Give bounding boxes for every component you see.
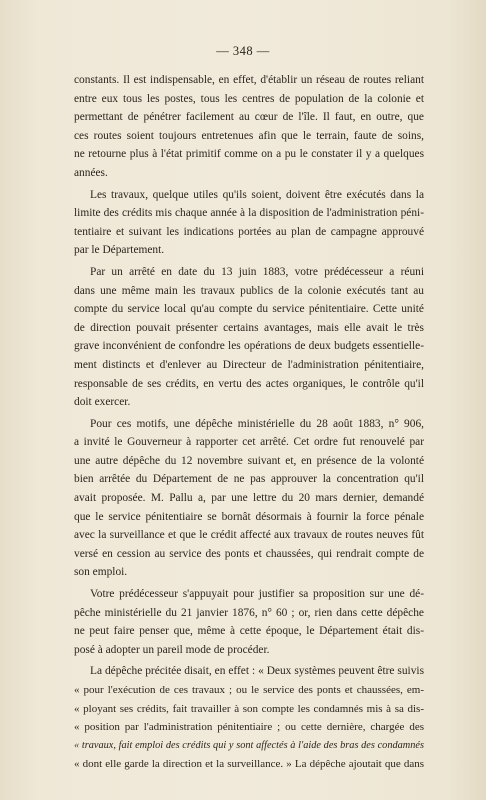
quote-line: « travaux, fait emploi des crédits qui y sont affectés à l'aide des bras des condamnés xyxy=(74,739,424,751)
text-line: Par un arrêté en date du 13 juin 1883, votre prédécesseur a réuni xyxy=(90,265,424,278)
text-line: son emploi. xyxy=(74,566,128,579)
text-line: responsable de ses crédits, en vertu des actes organiques, le contrôle qu'il xyxy=(74,377,424,390)
text-line: de direction pouvait présenter certains avantages, mais elle avait le très xyxy=(74,321,424,334)
text-line: limite des crédits mis chaque année à la disposition de l'administration péni- xyxy=(74,207,424,220)
text-line: posé à adopter un pareil mode de procéder. xyxy=(74,643,270,656)
text-line: pêche ministérielle du 21 janvier 1876, n° 60 ; or, rien dans cette dépêche xyxy=(74,606,424,619)
text-line: entre eux tous les postes, tous les centres de population de la colonie et xyxy=(74,92,424,105)
text-line: compte du service local qu'au compte du service pénitentiaire. Cette unité xyxy=(74,303,424,316)
text-line: permettant de pénétrer facilement au cœur de l'île. Il faut, en outre, que xyxy=(74,111,424,124)
text-line: dans une même main les travaux publics de la colonie exécutés tant au xyxy=(74,284,424,297)
body-text xyxy=(74,71,424,777)
text-line: avait proposée. M. Pallu a, par une lettre du 20 mars dernier, demandé xyxy=(74,492,424,505)
text-line: ment distincts et d'enlever au Directeur de l'administration pénitentiaire, xyxy=(74,358,424,371)
text-line: par le Département. xyxy=(74,244,165,257)
text-line: avec la surveillance et que le crédit affecté aux travaux de routes neuves fût xyxy=(74,529,424,542)
text-line: ces routes soient toujours entretenues afin que le terrain, faute de soins, xyxy=(74,129,424,142)
text-line: La dépêche précitée disait, en effet : « Deux systèmes peuvent être suivis xyxy=(90,665,424,678)
text-line: a invité le Gouverneur à rapporter cet arrêté. Cet ordre fut renouvelé par xyxy=(74,436,424,449)
paragraph-6 xyxy=(74,662,424,774)
paragraph-5 xyxy=(74,585,424,659)
text-line: que le service pénitentiaire se bornât désormais à fournir la force pénale xyxy=(74,510,424,523)
paragraph-1 xyxy=(74,71,424,183)
text-line: doit exercer. xyxy=(74,396,131,409)
paragraph-3 xyxy=(74,263,424,412)
quote-line: « ployant ses crédits, fait travailler à son compte les condamnés mis à sa dis- xyxy=(74,702,424,715)
text-line: grave inconvénient de confondre les opérations de deux budgets essentielle- xyxy=(74,340,424,353)
text-line: années. xyxy=(74,166,108,179)
text-line: constants. Il est indispensable, en effet, d'établir un réseau de routes reliant xyxy=(74,74,424,86)
text-line: versé en cession au service des ponts et chaussées, qui rendrait compte de xyxy=(74,547,424,560)
quote-line: « dont elle garde la direction et la surveillance. » La dépêche ajoutait que dans xyxy=(74,758,424,771)
text-line: bien arrêtée du Département de ne pas approuver la concentration qu'il xyxy=(74,473,424,486)
text-line: Pour ces motifs, une dépêche ministérielle du 28 août 1883, n° 906, xyxy=(90,417,424,430)
page-number: — 348 — xyxy=(216,44,270,58)
text-line: ne retourne plus à l'état primitif comme on a pu le constater il y a quelques xyxy=(74,148,424,161)
text-line: Les travaux, quelque utiles qu'ils soient, doivent être exécutés dans la xyxy=(90,188,424,201)
paragraph-4 xyxy=(74,415,424,582)
text-line: ne peut faire penser que, même à cette époque, le Département était dis- xyxy=(74,625,424,638)
paragraph-2 xyxy=(74,186,424,260)
text-line: une autre dépêche du 12 novembre suivant et, en présence de la volonté xyxy=(74,454,424,467)
quote-line: « pour l'exécution de ces travaux ; ou le service des ponts et chaussées, em- xyxy=(74,684,424,696)
quote-line: « position par l'administration pénitentiaire ; ou cette dernière, chargée des xyxy=(74,721,424,734)
text-line: Votre prédécesseur s'appuyait pour justifier sa proposition sur une dé- xyxy=(90,588,424,601)
text-line: tentiaire et suivant les indications portées au plan de campagne approuvé xyxy=(74,225,424,238)
